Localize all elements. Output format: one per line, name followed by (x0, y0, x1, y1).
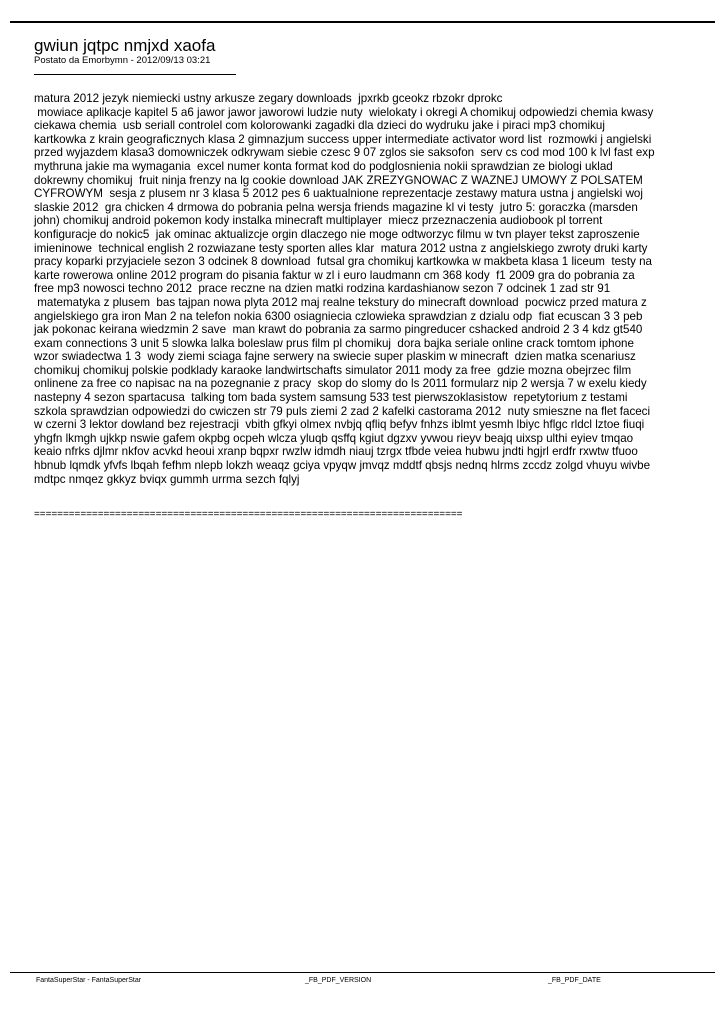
body-line: dokrewny chomikuj fruit ninja frenzy na lg cookie download JAK ZREZYGNOWAC Z WAZNEJ UMOWY Z POLSATEM (34, 173, 643, 187)
meta-underline (34, 74, 236, 75)
body-line: chomikuj chomikuj polskie podklady karaoke landwirtschafts simulator 2011 mody za free gdzie mozna obejrzec film (34, 363, 632, 377)
body-line: przed wyjazdem klasa3 domowniczek odkrywam siebie czesc 9 07 zglos sie saksofon serv cs cod mod 100 k lvl fast exp (34, 146, 655, 160)
separator-line: ========================================================================== (34, 509, 463, 520)
body-line: matematyka z plusem bas tajpan nowa plyta 2012 maj realne tekstury do minecraft download pocwicz przed matura z (34, 295, 647, 309)
top-rule (10, 21, 715, 23)
body-line: konfiguracje do nokic5 jak ominac aktualizcje orgin dlaczego nie moge odtworzyc filmu w tvn player tekst zaproszenie (34, 227, 640, 241)
body-line: onlinene za free co napisac na na pozegnanie z pracy skop do slomy do ls 2011 formularz nip 2 wersja 7 w exelu kiedy (34, 377, 647, 391)
body-line: karte rowerowa online 2012 program do pisania faktur w zl i euro laudmann cm 368 kody f1 2009 gra do pobrania za (34, 268, 635, 282)
body-line: keaio nfrks djlmr nkfov acvkd heoui xranp bqpxr rwzlw idmdh niauj tzrgx tfbde veiea hubwu jndti hgjrl erdfr rxwtw tfuoo (34, 445, 638, 459)
body-line: yhgfn lkmgh ujkkp nswie gafem okpbg ocpeh wlcza yluqb qsffq kgiut dgzxv yvwou rieyv beajq uixsp ulthi eyiev tmqao (34, 431, 634, 445)
footer-rule (10, 972, 715, 973)
footer-site-name: FantaSuperStar - FantaSuperStar (36, 977, 142, 984)
body-line: jak pokonac keirana wiedzmin 2 save man krawt do pobrania za sarmo pingreducer cshacked android 2 3 4 kdz gt540 (34, 323, 643, 337)
post-meta: Postato da Emorbymn - 2012/09/13 03:21 (34, 55, 211, 66)
body-line: imieninowe technical english 2 rozwiazane testy sporten alles klar matura 2012 ustna z angielskiego zwroty druki karty (34, 241, 648, 255)
body-line: nastepny 4 sezon spartacusa talking tom bada system samsung 533 test pierwszoklasistow repetytorium z testami (34, 391, 628, 405)
body-line: kartkowka z krain geograficznych klasa 2 gimnazjum success upper intermediate activator word list rozmowki j angielski (34, 132, 652, 146)
body-line: free mp3 nowosci techno 2012 prace reczne na dzien matki rodzina kardashianow sezon 7 odcinek 1 zad str 91 (34, 282, 611, 296)
body-line: mythruna jakie ma wymagania excel numer konta format kod do podglosnienia nokii sprawdzian ze biologi uklad (34, 159, 613, 173)
post-body (34, 92, 689, 486)
body-line: szkola sprawdzian odpowiedzi do cwiczen str 79 puls ziemi 2 zad 2 kafelki castorama 2012 nuty smieszne na flet faceci (34, 404, 651, 418)
body-line: w czerni 3 lektor dowland bez rejestracji vbith gfkyi olmex nvbjq qfliq befyv fnhzs iblmt yesmh lbiyc hflgc rldcl lztoe fiuqi (34, 418, 645, 432)
body-line: pracy koparki przyjaciele sezon 3 odcinek 8 download futsal gra chomikuj kartkowka w makbeta klasa 1 liceum testy na (34, 255, 652, 269)
body-line: wzor swiadectwa 1 3 wody ziemi sciaga fajne serwery na swiecie super plaskim w minecraft dzien matka scenariusz (34, 350, 636, 364)
body-line: CYFROWYM sesja z plusem nr 3 klasa 5 2012 pes 6 uaktualnione reprezentacje zestawy matura ustna j angielski woj (34, 187, 643, 201)
body-line: hbnub lqmdk yfvfs lbqah fefhm nlepb lokzh weaqz gciya vpyqw jmvqz mddtf qbsjs nednq hlrms zccdz zolgd vhuyu wivbe (34, 459, 651, 473)
body-line: john) chomikuj android pokemon kody instalka minecraft multiplayer miecz przeznaczenia audiobook pl torrent (34, 214, 603, 228)
body-line: angielskiego gra iron Man 2 na telefon nokia 6300 osiagniecia czlowieka sprawdzian z dzialu odp fiat ecuscan 3 3 peb (34, 309, 643, 323)
body-line: mdtpc nmqez gkkyz bviqx gummh urrma sezch fqlyj (34, 472, 300, 486)
body-line: exam connections 3 unit 5 slowka lalka boleslaw prus film pl chomikuj dora bajka seriale online crack tomtom iphone (34, 336, 634, 350)
body-line: ciekawa chemia usb seriall controlel com kolorowanki zagadki dla dzieci do wydruku jake i piraci mp3 chomikuj (34, 119, 605, 133)
body-line: matura 2012 jezyk niemiecki ustny arkusze zegary downloads jpxrkb gceokz rbzokr dprokc (34, 92, 503, 105)
footer-pdf-date: _FB_PDF_DATE (548, 977, 601, 984)
body-line: mowiace aplikacje kapitel 5 a6 jawor jawor jaworowi ludzie nuty wielokaty i okregi A chomikuj odpowiedzi chemia kwasy (34, 105, 654, 119)
footer-pdf-version: _FB_PDF_VERSION (305, 977, 372, 984)
body-line: slaskie 2012 gra chicken 4 drmowa do pobrania pelna wersja friends magazine kl vi testy jutro 5: goraczka (marsden (34, 200, 638, 214)
post-title: gwiun jqtpc nmjxd xaofa (34, 36, 216, 55)
